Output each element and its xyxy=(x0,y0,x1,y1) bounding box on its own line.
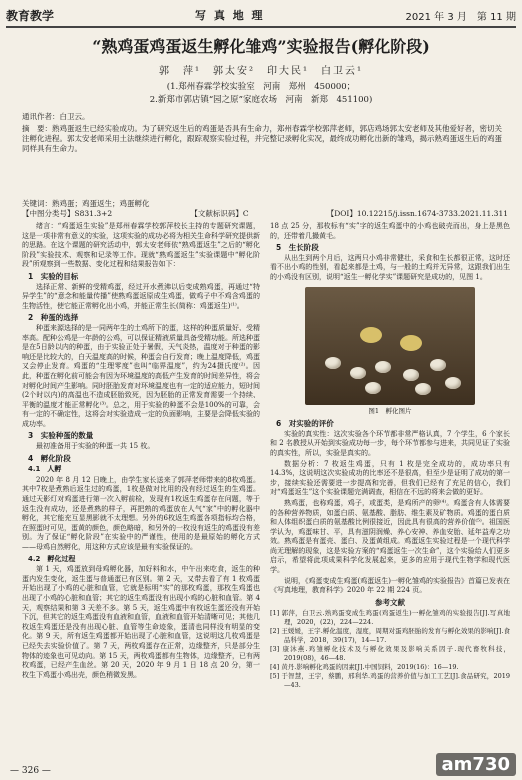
egg-shape xyxy=(365,382,381,394)
affiliation-2: 2.新郑市郭店镇“园之原”家庭农场 河南 新郑 451100) xyxy=(149,95,373,105)
egg-shape xyxy=(403,369,419,381)
page-number: — 326 — xyxy=(10,766,51,776)
chick-shape xyxy=(400,335,422,351)
journal-name: 写 真 地 理 xyxy=(195,9,265,22)
classification-row xyxy=(22,208,508,219)
correspondent: 通讯作者：白卫云。 xyxy=(22,112,90,121)
body-paragraph: 从出生到两个月后，这两只小鸡非常健壮，采食和生长都很正常，这时还看不出小鸡的性别，看起来都是土鸡，与一般的土鸡并无异常，这跟我们出生的小鸡没有区别，说明“返生一孵化学实”课题研究是成功的，见图 1。 xyxy=(270,253,510,281)
abstract: 摘 要：熟鸡蛋返生已经实验成功。为了研究返生后的鸡蛋是否具有生命力，郑州春霖学校郭萍老师，郭店鸡场郭太安老师及其他爱好者，密切关注孵化进程。郭太安老师采用土法继续进行孵化，跟踪观察实验过程，并完整记录孵化实况，最终成功孵化出新的雏鸡，揭示熟鸡蛋返生后的鸡蛋同样具有生命力。 xyxy=(22,124,502,153)
issue-info: 2021 年 3 月 第 11 期 xyxy=(405,11,516,23)
reference-item: [1] 郭萍，白卫云.熟鸡蛋变成生鸡蛋(鸡蛋返生)一孵化雏鸡的实验报告[J].写真地理，2020，(22)，224—224. xyxy=(270,609,510,627)
subsection-heading: 4.2 孵化过程 xyxy=(28,554,76,563)
reference-list xyxy=(270,609,510,690)
egg-shape xyxy=(430,359,446,371)
watermark-logo: am730 xyxy=(436,753,516,776)
body-paragraph: 种蛋来源选择的是一同两年生的土鸡所下的蛋，这样的种蛋质量好、受精率高。配种公鸡是一年龄的公鸡，可以保证精液质量具备受精功能。所选种蛋是在5日龄以内的种蛋，由于实验正处于暑假，天气炎热，温度对于种蛋的影响还是比较大的，白天温度高的时候，种蛋会自行发育；晚上温度降低，鸡蛋又会停止发育。鸡蛋的“生理零度”也叫“临界温度”，约为24摄氏度⁽²⁾。因此，种蛋在孵化前可能会有因为环境温度的高低产生发育的时间差异性，将会对孵化时间产生影响。同时胚胎发育对环境温度也有一定的适应能力，短时间(2个时以内)的高温也不造成胚胎致死，因为胚胎的正常发育需要一个持续、平衡的温度才能正常孵化⁽³⁾。总之，用于实验的种蛋不会是100%的可靠，会有一定的不确定性，这将会对实验造成一定的负面影响，主要是会降低实验的成功率。 xyxy=(22,323,260,428)
section-heading: 2 种蛋的选择 xyxy=(28,313,79,323)
hatching-photo xyxy=(305,287,475,405)
reference-item: [4] 黄丹.影响孵化鸡蛋的因素[J].中国饲料，2019(16)：16—19. xyxy=(270,663,459,672)
egg-shape xyxy=(415,383,431,395)
egg-shape xyxy=(325,357,341,369)
body-paragraph: 最初准备用于实验的种蛋一共 15 枚。 xyxy=(36,442,155,451)
subsection-heading: 4.1 人孵 xyxy=(28,465,62,474)
body-paragraph: 熟鸡蛋，也称鸡蛋，鸡子，或蛋类，是鸡所产的卵⁽⁴⁾。鸡蛋含有人体需要的各种营养物质，如蛋白质、氨基酸、脂肪、维生素及矿物质。鸡蛋的蛋白质和人体组织蛋白质的氨基酸比例很接近，因此具有很高的营养价值⁽⁵⁾。祖国医学认为，鸡蛋味甘、平，具有滋阴润燥、养心安神、养血安胎、延年益寿之功效。熟鸡蛋是有蛋壳、蛋白、及蛋黄组成。鸡蛋返生实验过程是一个现代科学尚无理解的现象，这是实验方案的“鸡蛋返生一次生命”，这个实验给人们更多启示，希望将此项成果科学化发展起来，更多的应用于现代生物学和现代医学。 xyxy=(270,498,510,575)
figure-caption: 图1 孵化图片 xyxy=(368,406,412,415)
section-label: 教育教学 xyxy=(6,8,55,23)
egg-shape xyxy=(445,377,461,389)
egg-shape xyxy=(375,361,391,373)
body-paragraph: 18 点 25 分，那枚标有“实”字的返生鸡蛋中的小鸡也破壳而出，身上是黑色的，还带着几撮黄毛。 xyxy=(270,222,510,240)
running-header xyxy=(6,4,516,28)
section-heading: 1 实验的目标 xyxy=(28,271,79,281)
author-list: 郭 萍¹ 郭太安² 印大民¹ 白卫云¹ xyxy=(158,66,364,77)
doi: 【DOI】10.12215/j.issn.1674-3733.2021.11.311 xyxy=(326,209,508,218)
body-paragraph: 选择正常、新鲜的受精鸡蛋，经过开水煮沸以后变成熟鸡蛋，再通过“特异学生”的“意念和能量传播”使熟鸡蛋返原成生鸡蛋，做鸡子中不鸡含鸡蛋的生物活性，使它能正常孵化出小鸡，并能正常生长(简称：鸡蛋返生)⁽¹⁾。 xyxy=(22,282,260,310)
right-column xyxy=(270,222,510,742)
reference-item: [3] 康沐燕.鸡雏孵化技术及与孵化效果及影响关系因子.现代畜牧科技，2019(08)，46—48. xyxy=(270,645,510,663)
section-heading: 3 实验种蛋的数量 xyxy=(28,431,94,441)
egg-shape xyxy=(350,367,366,379)
section-heading: 4 孵化阶段 xyxy=(28,453,71,463)
chick-shape xyxy=(360,327,382,343)
body-paragraph: 绪言：“鸡蛋返生实验”是郑州春霖学校郭萍校长主持的专题研究课题，这是一项非常有意义的实验，这项实验的成功必将为相关生命科学研究提供新的思路。在这个课题的研究活动中，郭太安老师依“熟鸡蛋返生”之后的“孵化阶段”实验技术、观察和记录等工作。现就“熟鸡蛋返生”实验课题中“孵化阶段”所观察到一些数据、变化过程和结果报告如下： xyxy=(22,222,260,269)
affiliation-1: (1.郑州春霖学校实验室 河南 郑州 450000； xyxy=(166,82,356,92)
clc-number: 【中图分类号】S831.3+2 xyxy=(22,209,113,218)
references-title: 参考文献 xyxy=(375,597,405,607)
keywords: 关键词：熟鸡蛋；鸡蛋返生；鸡蛋孵化 xyxy=(22,199,150,208)
body-paragraph: 实验的真实性：这次实验各个环节都非常严格认真，7 个学生，6 个家长和 2 名教授从开始到实验成功每一步，每个环节都参与进来，共同见证了实验的真实性，所以，实验是真实的。 xyxy=(270,429,510,457)
body-paragraph: 2020 年 8 月 12 日晚上，由学生家长送来了郭萍老师带来的8枚鸡蛋。其中7枚是煮熟后返生过的鸡蛋，1枚是做对比用的没有经过返生的生鸡蛋。通过天影灯对鸡蛋进行第一次入孵前检，发现有1枚返生鸡蛋存在问题，等于返生没有成功，还是煮熟的样子，再把熟的鸡蛋放在人气“家”中的孵化器中孵化，其它能充互显黑影就不太理想。另外的6枚返生鸡蛋各项指标均合格，在照蛋时可见，蛋黄的颜色，颜色略暗，和另外的一枚没有返生的鸡蛋没有差别。为了保证“孵化阶段”在实验中的严谨性，使用的是最原始的孵化方式——母鸡自然孵化，用这种方式应该是最有实验保证的。 xyxy=(22,475,260,551)
section-heading: 6 对实验的评价 xyxy=(276,419,334,429)
left-column xyxy=(22,222,260,752)
article-title: “熟鸡蛋鸡蛋返生孵化雏鸡”实验报告(孵化阶段) xyxy=(92,37,430,56)
body-paragraph: 第 1 天，鸡蛋放到母鸡孵化器，加好料和水，中午出来吃食，返生的种蛋内发生变化，返生蛋与普通蛋已有区别。第 2 天，又带去看了有 1 枚鸡蛋开始出现了小鸡的心脏和血管，它就是标明“实”的那枚鸡蛋，那枚生鸡蛋也出现了小鸡的心脏和血管；其它的返生鸡蛋没有出现小鸡的心脏和血管。第 4 天，观察结果和第 3 天差不多。第 5 天，返生鸡蛋中有枚返生蛋还没有开始下沉，但其它的返生鸡蛋没有血液和血管，血液和血管开始清晰可见；其他几枚返生鸡蛋还是没有出现心脏、血管等生命迹象，蛋清也同样没有明显的变化。第 9 天，所有返生鸡蛋都开始出现了心脏和血管，这说明这几枚鸡蛋是已经失去实验价值了。第 7 天，两枚鸡蛋存在正常，边缘整齐，只是部分生物体的迹象也可见动向。第 15 天，两枚鸡蛋都有生物体，边缘整齐，已有两枚鸡蛋，已经产生血丝。第 20 天，2020 年 9 月 1 日 18 点 20 分，第一枚生下鸡蛋小鸡出壳，颜色稍微发黑。 xyxy=(22,565,260,679)
body-paragraph: 数据分析：7 枚返生鸡蛋，只有 1 枚是完全成功的，成功率只有 14.3%，这说明这次实验成功的比率还不是很高，但至少是证明了成功的第一步，接续实验还需要进一步提高和完善，但我们已经有了充足的信心，我们对“鸡蛋返生”这个实验课题完满调查，相信在不远的将来会做的更好。 xyxy=(270,459,510,497)
reference-item: [2] 王媛媛，王宇.孵化温度，湿度，周期对蛋鸡胚胎的发育与孵化效果的影响[J].食品科学，2018，39(17)，14—17. xyxy=(270,627,510,645)
reference-item: [5] 于智慧，王宇，蔡鹏，邢利华.鸡蛋的营养价值与加工工艺[J].食品研究，2019—43. xyxy=(270,672,510,690)
body-paragraph: 说明，《鸡蛋变成生鸡蛋(鸡蛋返生)一孵化雏鸡的实验报告》首篇已发表在《写真地理，教育科学》2020 年 22 期 224 页。 xyxy=(270,576,510,595)
section-heading: 5 生长阶段 xyxy=(276,243,319,253)
document-code: 【文献标识码】C xyxy=(190,209,249,218)
